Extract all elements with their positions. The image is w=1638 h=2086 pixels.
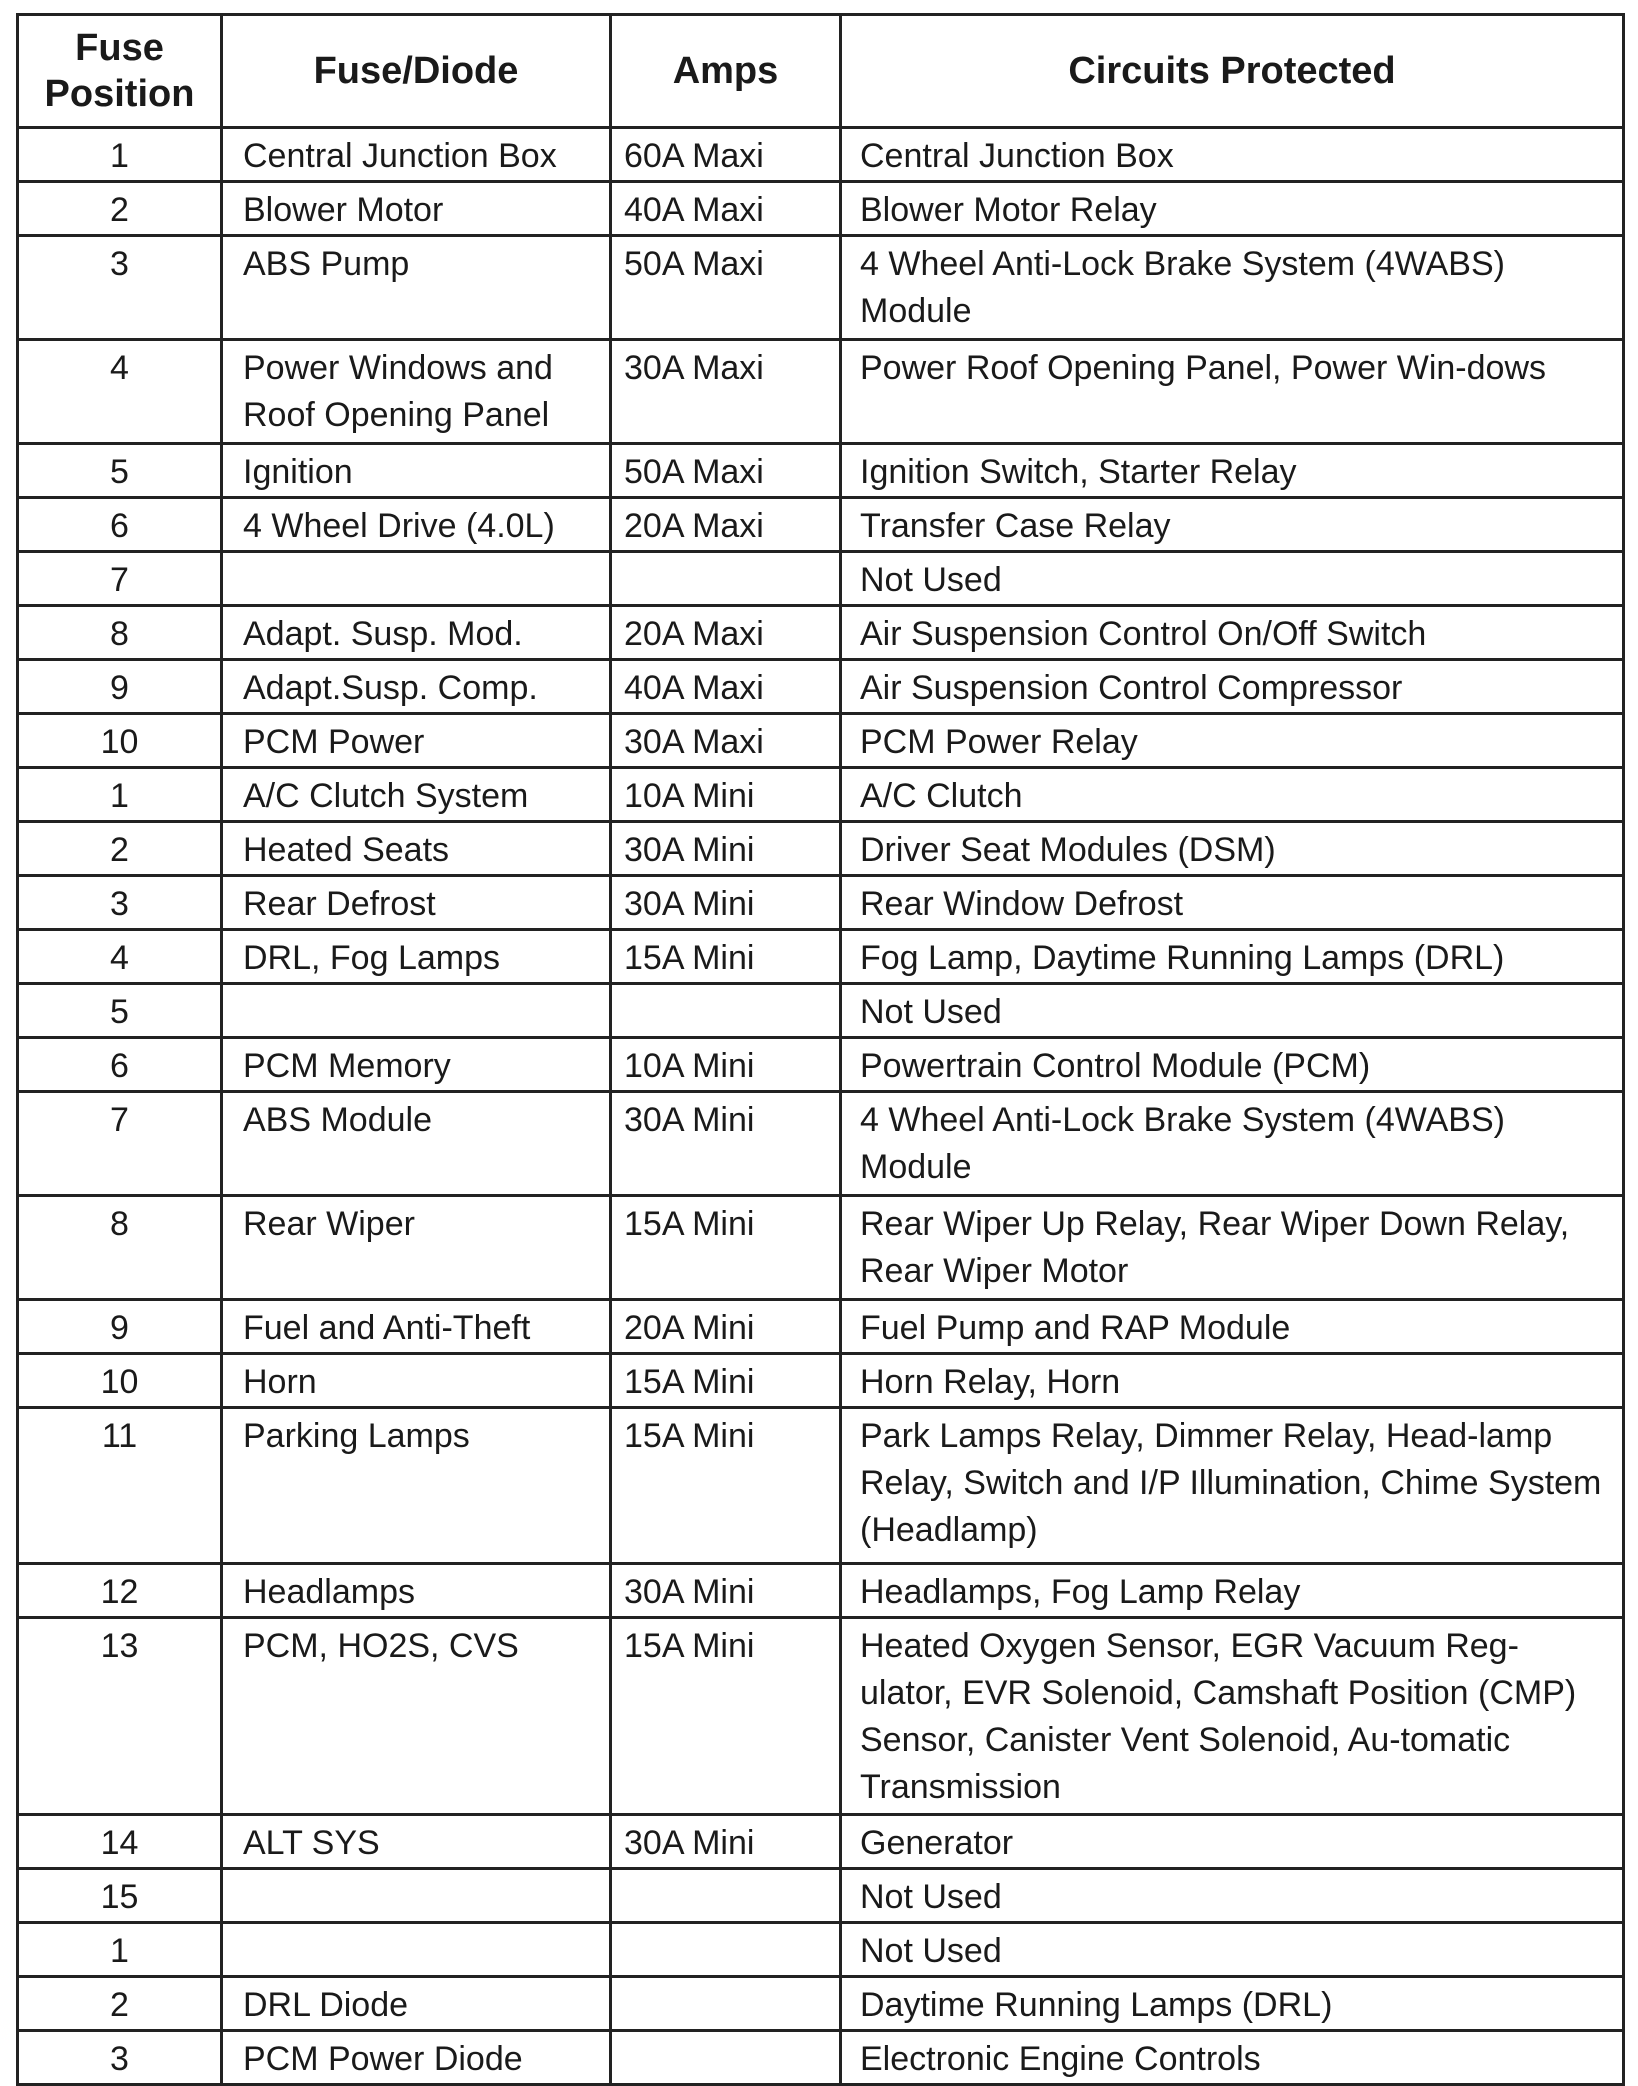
table-row [18,1869,1624,1923]
fuse-position-cell: 2 [18,822,222,876]
fuse-name-cell: Horn [222,1354,611,1408]
fuse-name-cell [222,984,611,1038]
fuse-table [16,13,1625,2086]
fuse-position-cell: 6 [18,1038,222,1092]
table-row [18,822,1624,876]
circuits-cell: Fuel Pump and RAP Module [841,1300,1624,1354]
table-row [18,1038,1624,1092]
amps-cell: 15A Mini [611,930,841,984]
fuse-position-cell: 4 [18,930,222,984]
table-row [18,768,1624,822]
circuits-cell: Powertrain Control Module (PCM) [841,1038,1624,1092]
table-row [18,1564,1624,1618]
circuits-cell: 4 Wheel Anti-Lock Brake System (4WABS) Module [841,236,1624,340]
circuits-cell: Central Junction Box [841,128,1624,182]
amps-cell [611,2031,841,2085]
amps-cell: 40A Maxi [611,182,841,236]
table-row [18,1196,1624,1300]
fuse-position-cell: 2 [18,1977,222,2031]
table-row [18,182,1624,236]
fuse-position-cell: 15 [18,1869,222,1923]
circuits-cell: Not Used [841,1869,1624,1923]
circuits-cell: Electronic Engine Controls [841,2031,1624,2085]
table-row [18,1977,1624,2031]
fuse-position-cell: 5 [18,984,222,1038]
table-row [18,552,1624,606]
fuse-position-cell: 1 [18,768,222,822]
fuse-name-cell: Rear Defrost [222,876,611,930]
fuse-position-cell: 1 [18,1923,222,1977]
fuse-name-cell: Adapt. Susp. Mod. [222,606,611,660]
header-amps: Amps [611,15,841,128]
header-fuse-diode: Fuse/Diode [222,15,611,128]
fuse-position-cell: 8 [18,1196,222,1300]
table-row [18,1300,1624,1354]
fuse-position-cell: 7 [18,1092,222,1196]
fuse-position-cell: 13 [18,1618,222,1815]
fuse-name-cell: Heated Seats [222,822,611,876]
amps-cell: 60A Maxi [611,128,841,182]
circuits-cell: Driver Seat Modules (DSM) [841,822,1624,876]
fuse-name-cell: 4 Wheel Drive (4.0L) [222,498,611,552]
table-row [18,930,1624,984]
fuse-name-cell: PCM Power Diode [222,2031,611,2085]
amps-cell: 15A Mini [611,1408,841,1564]
amps-cell [611,1923,841,1977]
circuits-cell: 4 Wheel Anti-Lock Brake System (4WABS) Module [841,1092,1624,1196]
circuits-cell: Air Suspension Control Compressor [841,660,1624,714]
amps-cell: 40A Maxi [611,660,841,714]
amps-cell [611,1869,841,1923]
circuits-cell: Daytime Running Lamps (DRL) [841,1977,1624,2031]
amps-cell: 30A Mini [611,1092,841,1196]
circuits-cell: Headlamps, Fog Lamp Relay [841,1564,1624,1618]
amps-cell: 30A Mini [611,1815,841,1869]
table-row [18,1815,1624,1869]
fuse-name-cell: Adapt.Susp. Comp. [222,660,611,714]
fuse-position-cell: 2 [18,182,222,236]
amps-cell: 50A Maxi [611,444,841,498]
table-row [18,660,1624,714]
circuits-cell: Rear Window Defrost [841,876,1624,930]
amps-cell: 15A Mini [611,1196,841,1300]
fuse-name-cell: Fuel and Anti-Theft [222,1300,611,1354]
fuse-name-cell: ABS Module [222,1092,611,1196]
fuse-name-cell: DRL Diode [222,1977,611,2031]
fuse-position-cell: 6 [18,498,222,552]
fuse-position-cell: 3 [18,236,222,340]
circuits-cell: Heated Oxygen Sensor, EGR Vacuum Reg-ulator, EVR Solenoid, Camshaft Position (CMP) Sensor, Canister Vent Solenoid, Au-tomatic Transmission [841,1618,1624,1815]
table-row [18,876,1624,930]
amps-cell: 20A Mini [611,1300,841,1354]
fuse-position-cell: 4 [18,340,222,444]
fuse-position-cell: 7 [18,552,222,606]
amps-cell: 30A Mini [611,876,841,930]
circuits-cell: Park Lamps Relay, Dimmer Relay, Head-lamp Relay, Switch and I/P Illumination, Chime System (Headlamp) [841,1408,1624,1564]
fuse-position-cell: 11 [18,1408,222,1564]
circuits-cell: Ignition Switch, Starter Relay [841,444,1624,498]
fuse-name-cell [222,1923,611,1977]
fuse-position-cell: 12 [18,1564,222,1618]
fuse-name-cell: PCM Power [222,714,611,768]
fuse-position-cell: 10 [18,714,222,768]
circuits-cell: Air Suspension Control On/Off Switch [841,606,1624,660]
amps-cell: 10A Mini [611,1038,841,1092]
amps-cell: 30A Maxi [611,714,841,768]
table-row [18,236,1624,340]
amps-cell [611,984,841,1038]
fuse-name-cell: Headlamps [222,1564,611,1618]
amps-cell: 20A Maxi [611,606,841,660]
fuse-name-cell: PCM, HO2S, CVS [222,1618,611,1815]
circuits-cell: Not Used [841,552,1624,606]
table-row [18,340,1624,444]
fuse-position-cell: 9 [18,1300,222,1354]
fuse-position-cell: 5 [18,444,222,498]
fuse-position-cell: 10 [18,1354,222,1408]
amps-cell: 50A Maxi [611,236,841,340]
table-row [18,444,1624,498]
amps-cell [611,552,841,606]
circuits-cell: Not Used [841,984,1624,1038]
circuits-cell: Transfer Case Relay [841,498,1624,552]
fuse-position-cell: 3 [18,2031,222,2085]
header-fuse-position: Fuse Position [18,15,222,128]
circuits-cell: Blower Motor Relay [841,182,1624,236]
fuse-name-cell [222,1869,611,1923]
table-row [18,1923,1624,1977]
amps-cell [611,1977,841,2031]
fuse-name-cell: Power Windows and Roof Opening Panel [222,340,611,444]
table-row [18,498,1624,552]
table-row [18,2031,1624,2085]
amps-cell: 20A Maxi [611,498,841,552]
table-row [18,714,1624,768]
circuits-cell: Horn Relay, Horn [841,1354,1624,1408]
table-row [18,128,1624,182]
fuse-position-cell: 14 [18,1815,222,1869]
circuits-cell: PCM Power Relay [841,714,1624,768]
circuits-cell: A/C Clutch [841,768,1624,822]
fuse-name-cell [222,552,611,606]
table-row [18,1408,1624,1564]
fuse-name-cell: Rear Wiper [222,1196,611,1300]
fuse-position-cell: 1 [18,128,222,182]
header-circuits-protected: Circuits Protected [841,15,1624,128]
fuse-name-cell: Ignition [222,444,611,498]
table-row [18,1354,1624,1408]
amps-cell: 15A Mini [611,1354,841,1408]
table-row [18,1618,1624,1815]
circuits-cell: Power Roof Opening Panel, Power Win-dows [841,340,1624,444]
fuse-name-cell: Blower Motor [222,182,611,236]
circuits-cell: Not Used [841,1923,1624,1977]
fuse-name-cell: A/C Clutch System [222,768,611,822]
fuse-name-cell: ABS Pump [222,236,611,340]
header-row [18,15,1624,128]
fuse-position-cell: 9 [18,660,222,714]
amps-cell: 30A Mini [611,1564,841,1618]
fuse-name-cell: ALT SYS [222,1815,611,1869]
amps-cell: 30A Maxi [611,340,841,444]
table-row [18,984,1624,1038]
fuse-position-cell: 3 [18,876,222,930]
amps-cell: 30A Mini [611,822,841,876]
circuits-cell: Rear Wiper Up Relay, Rear Wiper Down Relay, Rear Wiper Motor [841,1196,1624,1300]
table-row [18,606,1624,660]
circuits-cell: Fog Lamp, Daytime Running Lamps (DRL) [841,930,1624,984]
circuits-cell: Generator [841,1815,1624,1869]
fuse-name-cell: DRL, Fog Lamps [222,930,611,984]
fuse-name-cell: Central Junction Box [222,128,611,182]
fuse-name-cell: Parking Lamps [222,1408,611,1564]
amps-cell: 15A Mini [611,1618,841,1815]
amps-cell: 10A Mini [611,768,841,822]
fuse-position-cell: 8 [18,606,222,660]
table-row [18,1092,1624,1196]
fuse-name-cell: PCM Memory [222,1038,611,1092]
